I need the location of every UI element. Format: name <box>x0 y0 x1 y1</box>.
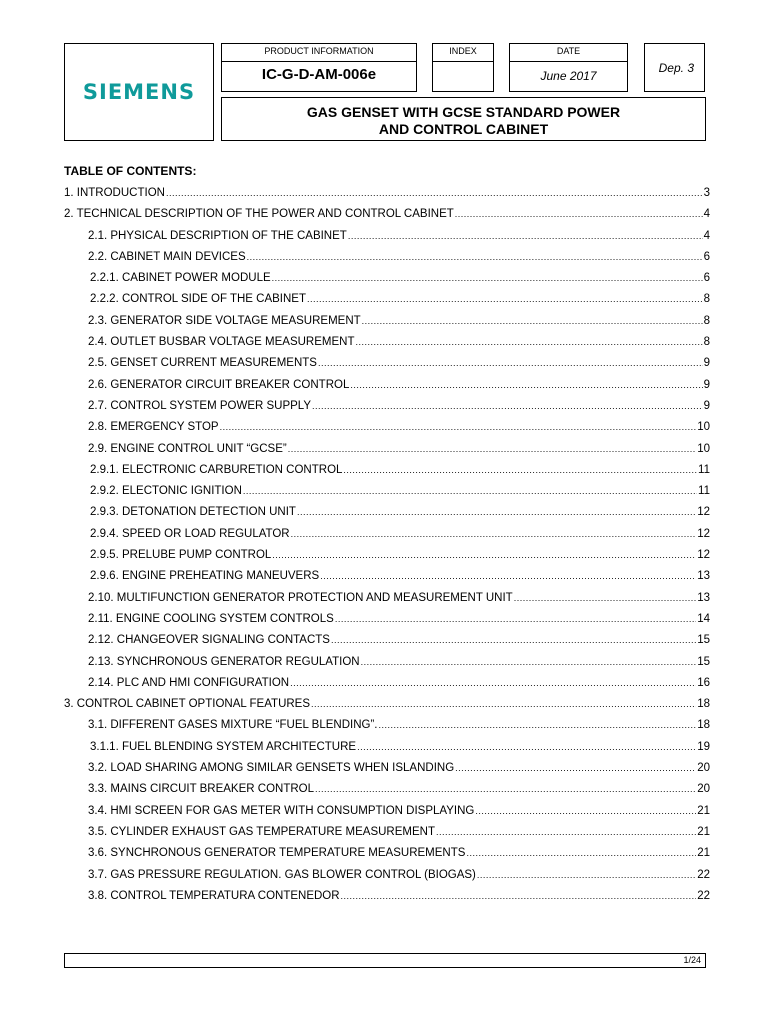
toc-entry-title: 2.1. PHYSICAL DESCRIPTION OF THE CABINET <box>88 229 347 242</box>
toc-leader-dots <box>318 358 703 368</box>
toc-entry[interactable] <box>64 293 710 314</box>
toc-entry[interactable] <box>64 485 710 506</box>
toc-leader-dots <box>355 337 702 347</box>
toc-leader-dots <box>348 231 703 241</box>
toc-leader-dots <box>331 635 696 645</box>
toc-entry-title: 3. CONTROL CABINET OPTIONAL FEATURES <box>64 698 311 711</box>
toc-entry-title: 3.5. CYLINDER EXHAUST GAS TEMPERATURE MEASUREMENT <box>88 825 435 838</box>
toc-entry-page: 4 <box>703 229 710 242</box>
footer-box <box>64 953 706 968</box>
toc-entry[interactable] <box>64 208 710 229</box>
toc-entry[interactable] <box>64 890 710 911</box>
toc-entry[interactable] <box>64 272 710 293</box>
date-value: June 2017 <box>540 69 597 83</box>
toc-entry[interactable] <box>64 357 710 378</box>
toc-leader-dots <box>320 571 696 581</box>
toc-entry[interactable] <box>64 783 710 804</box>
toc-entry-page: 8 <box>703 314 710 327</box>
toc-entry-page: 10 <box>697 442 710 455</box>
toc-entry-page: 14 <box>697 612 710 625</box>
toc-entry[interactable] <box>64 613 710 634</box>
toc-entry-title: 1. INTRODUCTION <box>64 187 165 199</box>
toc-entry[interactable] <box>64 230 710 251</box>
toc-entry[interactable] <box>64 869 710 890</box>
toc-entry-page: 12 <box>697 549 710 562</box>
toc-entry-page: 10 <box>697 421 710 434</box>
toc-entry-title: 3.2. LOAD SHARING AMONG SIMILAR GENSETS WHEN ISLANDING <box>88 762 455 775</box>
divider <box>433 61 493 62</box>
toc-entry-title: 2.7. CONTROL SYSTEM POWER SUPPLY <box>88 399 312 412</box>
toc-entry-page: 21 <box>697 847 710 860</box>
product-info-label: PRODUCT INFORMATION <box>264 46 374 56</box>
divider <box>510 61 627 62</box>
toc-leader-dots <box>272 550 696 560</box>
toc-entry[interactable] <box>64 336 710 357</box>
toc-entry-title: 2.13. SYNCHRONOUS GENERATOR REGULATION <box>88 655 360 668</box>
toc-entry[interactable] <box>64 506 710 527</box>
toc-entry-page: 6 <box>703 272 710 285</box>
toc-entry[interactable] <box>64 677 710 698</box>
toc-entry-page: 8 <box>703 336 710 349</box>
toc-entry-page: 22 <box>697 868 710 881</box>
toc-leader-dots <box>307 294 703 304</box>
toc-entry[interactable] <box>64 656 710 677</box>
toc-entry-title: 2.8. EMERGENCY STOP <box>88 421 219 434</box>
title-line-2: AND CONTROL CABINET <box>378 121 549 137</box>
toc-leader-dots <box>455 763 696 773</box>
toc-leader-dots <box>291 529 697 539</box>
toc-entry-page: 21 <box>697 825 710 838</box>
toc-entry-title: 3.7. GAS PRESSURE REGULATION. GAS BLOWER CONTROL (BIOGAS) <box>88 868 476 881</box>
toc-leader-dots <box>312 401 703 411</box>
toc-entry[interactable] <box>64 528 710 549</box>
dep-box <box>644 43 705 92</box>
toc-entry-page: 19 <box>697 740 710 753</box>
toc-leader-dots <box>514 593 697 603</box>
toc-entry-title: 2.6. GENERATOR CIRCUIT BREAKER CONTROL <box>88 378 350 391</box>
toc-entry-title: 2.11. ENGINE COOLING SYSTEM CONTROLS <box>88 612 334 625</box>
toc-entry[interactable] <box>64 570 710 591</box>
toc-entry-page: 13 <box>697 570 710 583</box>
toc-entry-title: 3.6. SYNCHRONOUS GENERATOR TEMPERATURE MEASUREMENTS <box>88 847 466 860</box>
toc-heading: TABLE OF CONTENTS: <box>64 164 197 178</box>
toc-leader-dots <box>477 870 696 880</box>
toc-entry[interactable] <box>64 421 710 442</box>
toc-leader-dots <box>247 252 703 262</box>
toc-entry[interactable] <box>64 443 710 464</box>
toc-entry-title: 3.1.1. FUEL BLENDING SYSTEM ARCHITECTURE <box>90 740 357 753</box>
toc-leader-dots <box>335 614 696 624</box>
toc-entry-page: 11 <box>698 463 710 476</box>
toc-entry[interactable] <box>64 634 710 655</box>
toc-entry-page: 12 <box>697 506 710 519</box>
dep-value: Dep. 3 <box>658 61 694 75</box>
toc-leader-dots <box>362 316 703 326</box>
toc-entry-page: 13 <box>697 591 710 604</box>
toc-entry-page: 11 <box>698 485 710 498</box>
toc-leader-dots <box>288 444 696 454</box>
document-title <box>222 104 705 138</box>
toc-entry[interactable] <box>64 379 710 400</box>
toc-entry-title: 2.2.2. CONTROL SIDE OF THE CABINET <box>90 293 306 306</box>
toc-entry-page: 9 <box>703 357 710 370</box>
title-line-1: GAS GENSET WITH GCSE STANDARD POWER <box>306 104 621 120</box>
toc-entry-title: 2.9.1. ELECTRONIC CARBURETION CONTROL <box>90 463 343 476</box>
date-label: DATE <box>556 46 581 56</box>
toc-leader-dots <box>341 891 697 901</box>
toc-entry-title: 2.2.1. CABINET POWER MODULE <box>90 272 271 285</box>
toc-leader-dots <box>436 827 696 837</box>
toc-leader-dots <box>466 848 696 858</box>
toc-entry-page: 21 <box>697 804 710 817</box>
toc-entry[interactable] <box>64 592 710 613</box>
toc-entry-title: 3.4. HMI SCREEN FOR GAS METER WITH CONSUMPTION DISPLAYING <box>88 804 475 817</box>
toc-entry[interactable] <box>64 719 710 740</box>
divider <box>222 61 416 62</box>
toc-entry[interactable] <box>64 847 710 868</box>
logo-box <box>64 43 214 141</box>
toc-entry-title: 2.2. CABINET MAIN DEVICES <box>88 250 246 263</box>
toc-leader-dots <box>455 209 703 219</box>
page-number: 1/24 <box>683 955 701 965</box>
toc-entry-page: 9 <box>703 399 710 412</box>
toc-leader-dots <box>297 507 696 517</box>
toc-entry[interactable] <box>64 762 710 783</box>
product-info-box <box>221 43 417 92</box>
toc-entry[interactable] <box>64 464 710 485</box>
toc-entry-title: 3.1. DIFFERENT GASES MIXTURE “FUEL BLENDING”. <box>88 719 378 732</box>
toc-entry-page: 16 <box>697 676 710 689</box>
toc-entry-title: 2.9.5. PRELUBE PUMP CONTROL <box>90 549 272 562</box>
toc-leader-dots <box>315 784 696 794</box>
toc-entry-title: 3.3. MAINS CIRCUIT BREAKER CONTROL <box>88 783 314 796</box>
toc-entry-title: 2.12. CHANGEOVER SIGNALING CONTACTS <box>88 634 330 647</box>
toc-entry-page: 20 <box>697 762 710 775</box>
toc-entry-page: 9 <box>703 378 710 391</box>
toc-entry-title: 2.4. OUTLET BUSBAR VOLTAGE MEASUREMENT <box>88 336 355 349</box>
index-label: INDEX <box>449 46 477 56</box>
toc-entry-title: 2.10. MULTIFUNCTION GENERATOR PROTECTION AND MEASUREMENT UNIT <box>88 591 513 604</box>
toc-entry[interactable] <box>64 251 710 272</box>
toc-entry-page: 18 <box>697 698 710 711</box>
toc-entry-page: 15 <box>697 655 710 668</box>
toc-leader-dots <box>220 422 697 432</box>
toc-entry-page: 18 <box>697 719 710 732</box>
toc-leader-dots <box>272 273 703 283</box>
toc-entry-page: 15 <box>697 634 710 647</box>
toc-entry-title: 2.9.3. DETONATION DETECTION UNIT <box>90 506 296 519</box>
toc-leader-dots <box>311 699 696 709</box>
toc-entry[interactable] <box>64 400 710 421</box>
toc-entry-page: 3 <box>703 187 710 199</box>
toc-entry-title: 2.3. GENERATOR SIDE VOLTAGE MEASUREMENT <box>88 314 361 327</box>
toc-leader-dots <box>290 678 696 688</box>
toc-entry-title: 2.9.4. SPEED OR LOAD REGULATOR <box>90 527 290 540</box>
toc-entry-title: 2. TECHNICAL DESCRIPTION OF THE POWER AND CONTROL CABINET <box>64 208 454 221</box>
toc-entry-page: 12 <box>697 527 710 540</box>
toc-entry[interactable] <box>64 741 710 762</box>
date-box <box>509 43 628 92</box>
toc-leader-dots <box>357 742 696 752</box>
toc-entry-title: 2.9.2. ELECTONIC IGNITION <box>90 485 242 498</box>
toc-leader-dots <box>361 657 697 667</box>
toc-leader-dots <box>343 465 697 475</box>
toc-entry-title: 2.9.6. ENGINE PREHEATING MANEUVERS <box>90 570 320 583</box>
toc-leader-dots <box>243 486 697 496</box>
table-of-contents <box>64 187 710 911</box>
product-code: IC-G-D-AM-006e <box>261 66 377 83</box>
document-title-box <box>221 97 706 141</box>
toc-entry[interactable] <box>64 549 710 570</box>
toc-entry[interactable] <box>64 826 710 847</box>
toc-entry-page: 22 <box>697 889 710 902</box>
toc-leader-dots <box>378 720 696 730</box>
toc-entry-page: 20 <box>697 783 710 796</box>
toc-entry[interactable] <box>64 698 710 719</box>
toc-leader-dots <box>475 806 696 816</box>
toc-entry-title: 3.8. CONTROL TEMPERATURA CONTENEDOR <box>88 889 340 902</box>
toc-entry-page: 4 <box>703 208 710 221</box>
toc-entry-title: 2.5. GENSET CURRENT MEASUREMENTS <box>88 357 317 370</box>
toc-entry[interactable] <box>64 315 710 336</box>
toc-leader-dots <box>166 188 703 198</box>
toc-entry-title: 2.9. ENGINE CONTROL UNIT “GCSE” <box>88 442 287 455</box>
toc-entry[interactable] <box>64 805 710 826</box>
toc-entry-title: 2.14. PLC AND HMI CONFIGURATION <box>88 676 290 689</box>
toc-leader-dots <box>350 380 702 390</box>
siemens-logo: SIEMENS <box>82 80 196 104</box>
toc-entry-page: 8 <box>703 293 710 306</box>
toc-entry[interactable] <box>64 187 710 208</box>
index-box <box>432 43 494 92</box>
toc-entry-page: 6 <box>703 250 710 263</box>
